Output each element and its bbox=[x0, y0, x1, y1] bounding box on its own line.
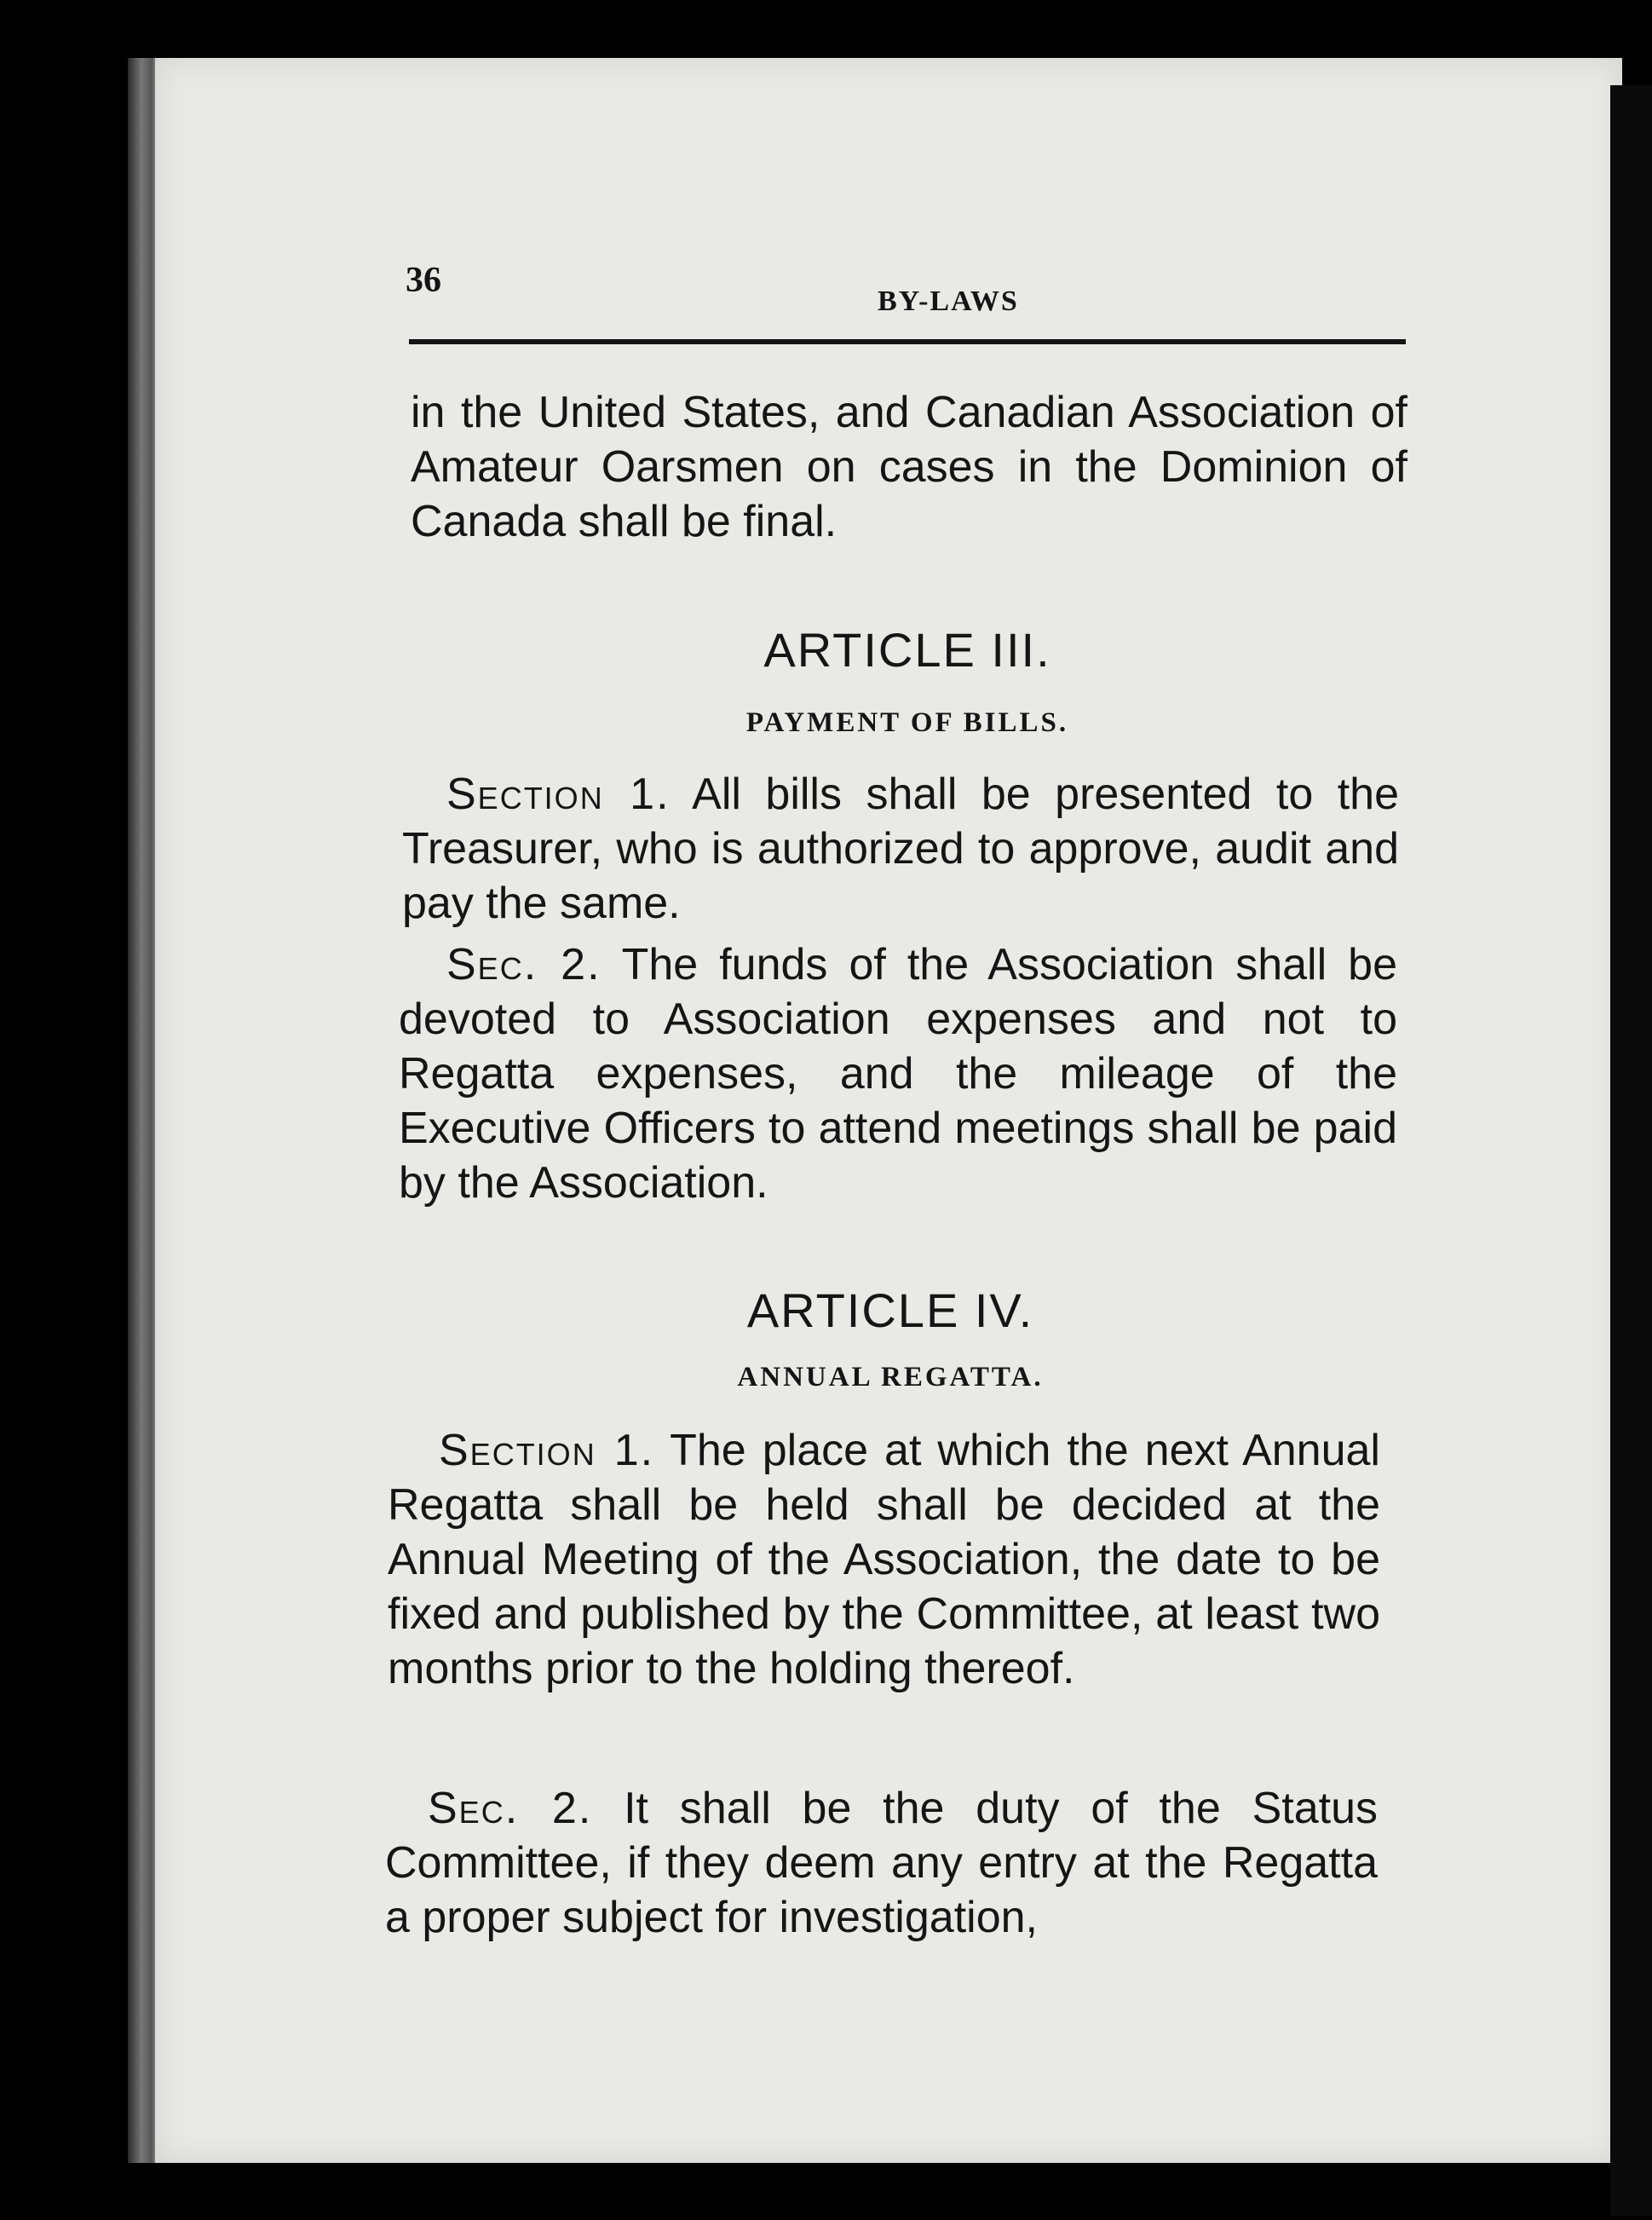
article-3-subtitle: PAYMENT OF BILLS. bbox=[745, 707, 1069, 738]
page-right-edge bbox=[1610, 85, 1652, 2216]
article-4-section-2 bbox=[385, 1781, 1378, 1945]
article-4-title: ARTICLE IV. bbox=[746, 1283, 1034, 1337]
section-label: Sec. 2. bbox=[446, 940, 602, 989]
article-3-section-2 bbox=[399, 937, 1397, 1210]
header-rule bbox=[409, 339, 1406, 344]
article-4-subtitle: ANNUAL REGATTA. bbox=[737, 1362, 1044, 1393]
running-head: BY-LAWS bbox=[878, 285, 1019, 317]
article-3-title: ARTICLE III. bbox=[763, 623, 1051, 677]
section-label: Section 1. bbox=[446, 770, 671, 819]
article-4-section-1 bbox=[388, 1423, 1380, 1696]
section-label: Section 1. bbox=[439, 1426, 655, 1475]
page-number: 36 bbox=[406, 261, 441, 300]
section-text: The funds of the Association shall be devoted to Association expenses and not to Regatta expenses, and the mileage of the Executive Officers to attend meetings shall be paid by the Association. bbox=[399, 940, 1397, 1208]
intro-paragraph bbox=[411, 385, 1407, 549]
section-text: The place at which the next Annual Regatta shall be held shall be decided at the Annual Meeting of the Association, the date to be fixed and published by the Committee, at least two months prior to the holding thereof. bbox=[388, 1426, 1380, 1693]
section-label: Sec. 2. bbox=[428, 1784, 593, 1833]
section-text: It shall be the duty of the Status Committee, if they deem any entry at the Regatta a proper subject for investigation, bbox=[385, 1784, 1378, 1942]
section-text: All bills shall be presented to the Treasurer, who is authorized to approve, audit and pay the same. bbox=[402, 770, 1400, 928]
article-3-section-1 bbox=[402, 767, 1399, 931]
intro-text: in the United States, and Canadian Association of Amateur Oarsmen on cases in the Dominion of Canada shall be final. bbox=[411, 388, 1407, 546]
